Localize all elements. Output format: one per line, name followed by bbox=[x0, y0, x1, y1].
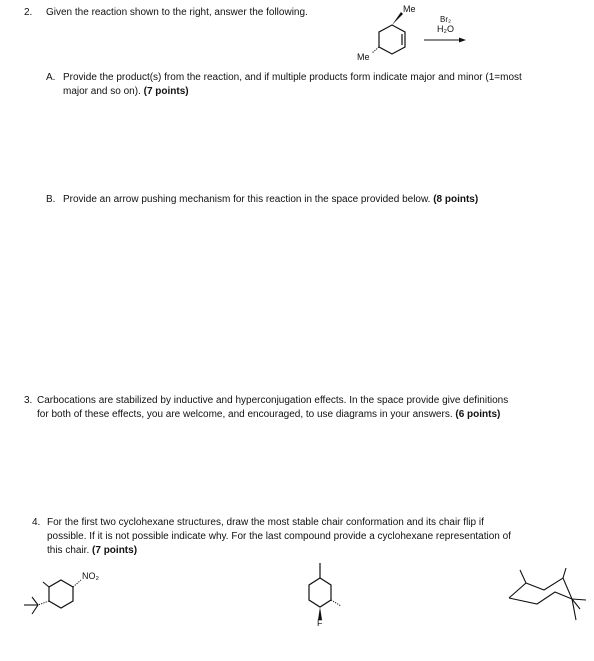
q2b-line1: Provide an arrow pushing mechanism for this reaction in the space provided below. bbox=[63, 194, 431, 205]
q4-struct2-f: F bbox=[317, 618, 323, 628]
q4-struct1-no2: NO₂ bbox=[82, 571, 99, 581]
q2-me-top: Me bbox=[403, 4, 416, 14]
q4-line1: For the first two cyclohexane structures, draw the most stable chair conformation and its chair flip if bbox=[47, 517, 484, 528]
q2-prompt: Given the reaction shown to the right, answer the following. bbox=[46, 7, 308, 18]
q4-line2: possible. If it is not possible indicate why. For the last compound provide a cyclohexane representation of bbox=[47, 531, 511, 542]
q3-number: 3. bbox=[24, 395, 33, 406]
q4-number: 4. bbox=[32, 517, 41, 528]
q2-reagent-br2: Br₂ bbox=[440, 15, 452, 24]
q2a-line1: Provide the product(s) from the reaction, and if multiple products form indicate major and minor (1=most bbox=[63, 72, 522, 83]
q4-points: (7 points) bbox=[92, 545, 138, 556]
q2a-line2-text: major and so on). bbox=[63, 86, 141, 97]
q4-line3-text: this chair. bbox=[47, 545, 90, 556]
q2-me-bottom: Me bbox=[357, 52, 370, 62]
q2a-letter: A. bbox=[46, 72, 56, 83]
q2b-points: (8 points) bbox=[433, 194, 479, 205]
q2-number: 2. bbox=[24, 7, 33, 18]
q3-points: (6 points) bbox=[455, 409, 501, 420]
q2-reagent-h2o: H₂O bbox=[437, 24, 454, 34]
q3-line1: Carbocations are stabilized by inductive and hyperconjugation effects. In the space provide give definitions bbox=[37, 395, 509, 406]
q3-line2-text: for both of these effects, you are welcome, and encouraged, to use diagrams in your answers. bbox=[37, 409, 453, 420]
q2a-points: (7 points) bbox=[143, 86, 189, 97]
q2b-letter: B. bbox=[46, 194, 56, 205]
